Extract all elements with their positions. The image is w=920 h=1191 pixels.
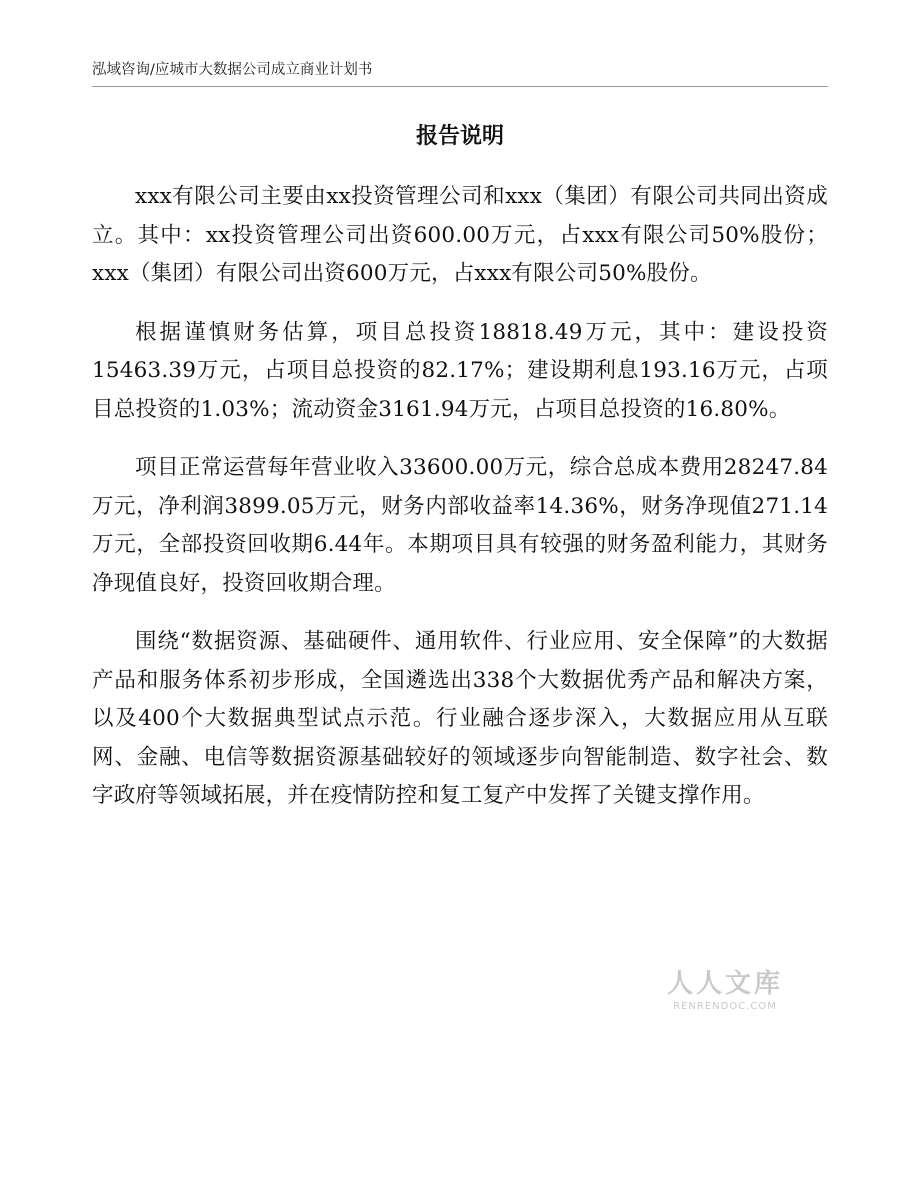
page-header: 泓域咨询/应城市大数据公司成立商业计划书 (92, 62, 373, 78)
document-body (92, 178, 828, 836)
watermark-logo (662, 968, 788, 1028)
watermark-main-text: 人人文库 (666, 969, 783, 999)
paragraph-financials: 项目正常运营每年营业收入33600.00万元，综合总成本费用28247.84万元，净利润3899.05万元，财务内部收益率14.36%，财务净现值271.14万元，全部投资回收期6.44年。本期项目具有较强的财务盈利能力，其财务净现值良好，投资回收期合理。 (92, 455, 828, 596)
document-title: 报告说明 (415, 124, 504, 149)
header-divider (92, 86, 828, 87)
watermark-sub-text: RENRENDOC.COM (673, 1001, 777, 1012)
paragraph-industry: 围绕“数据资源、基础硬件、通用软件、行业应用、安全保障”的大数据产品和服务体系初步形成，全国遴选出338个大数据优秀产品和解决方案，以及400个大数据典型试点示范。行业融合逐步深入，大数据应用从互联网、金融、电信等数据资源基础较好的领域逐步向智能制造、数字社会、数字政府等领域拓展，并在疫情防控和复工复产中发挥了关键支撑作用。 (92, 629, 828, 808)
paragraph-investment: 根据谨慎财务估算，项目总投资18818.49万元，其中：建设投资15463.39万元，占项目总投资的82.17%；建设期利息193.16万元，占项目总投资的1.03%；流动资金3161.94万元，占项目总投资的16.80%。 (92, 319, 828, 422)
paragraph-shareholders: xxx有限公司主要由xx投资管理公司和xxx（集团）有限公司共同出资成立。其中：xx投资管理公司出资600.00万元，占xxx有限公司50%股份；xxx（集团）有限公司出资600万元，占xxx有限公司50%股份。 (92, 184, 828, 286)
